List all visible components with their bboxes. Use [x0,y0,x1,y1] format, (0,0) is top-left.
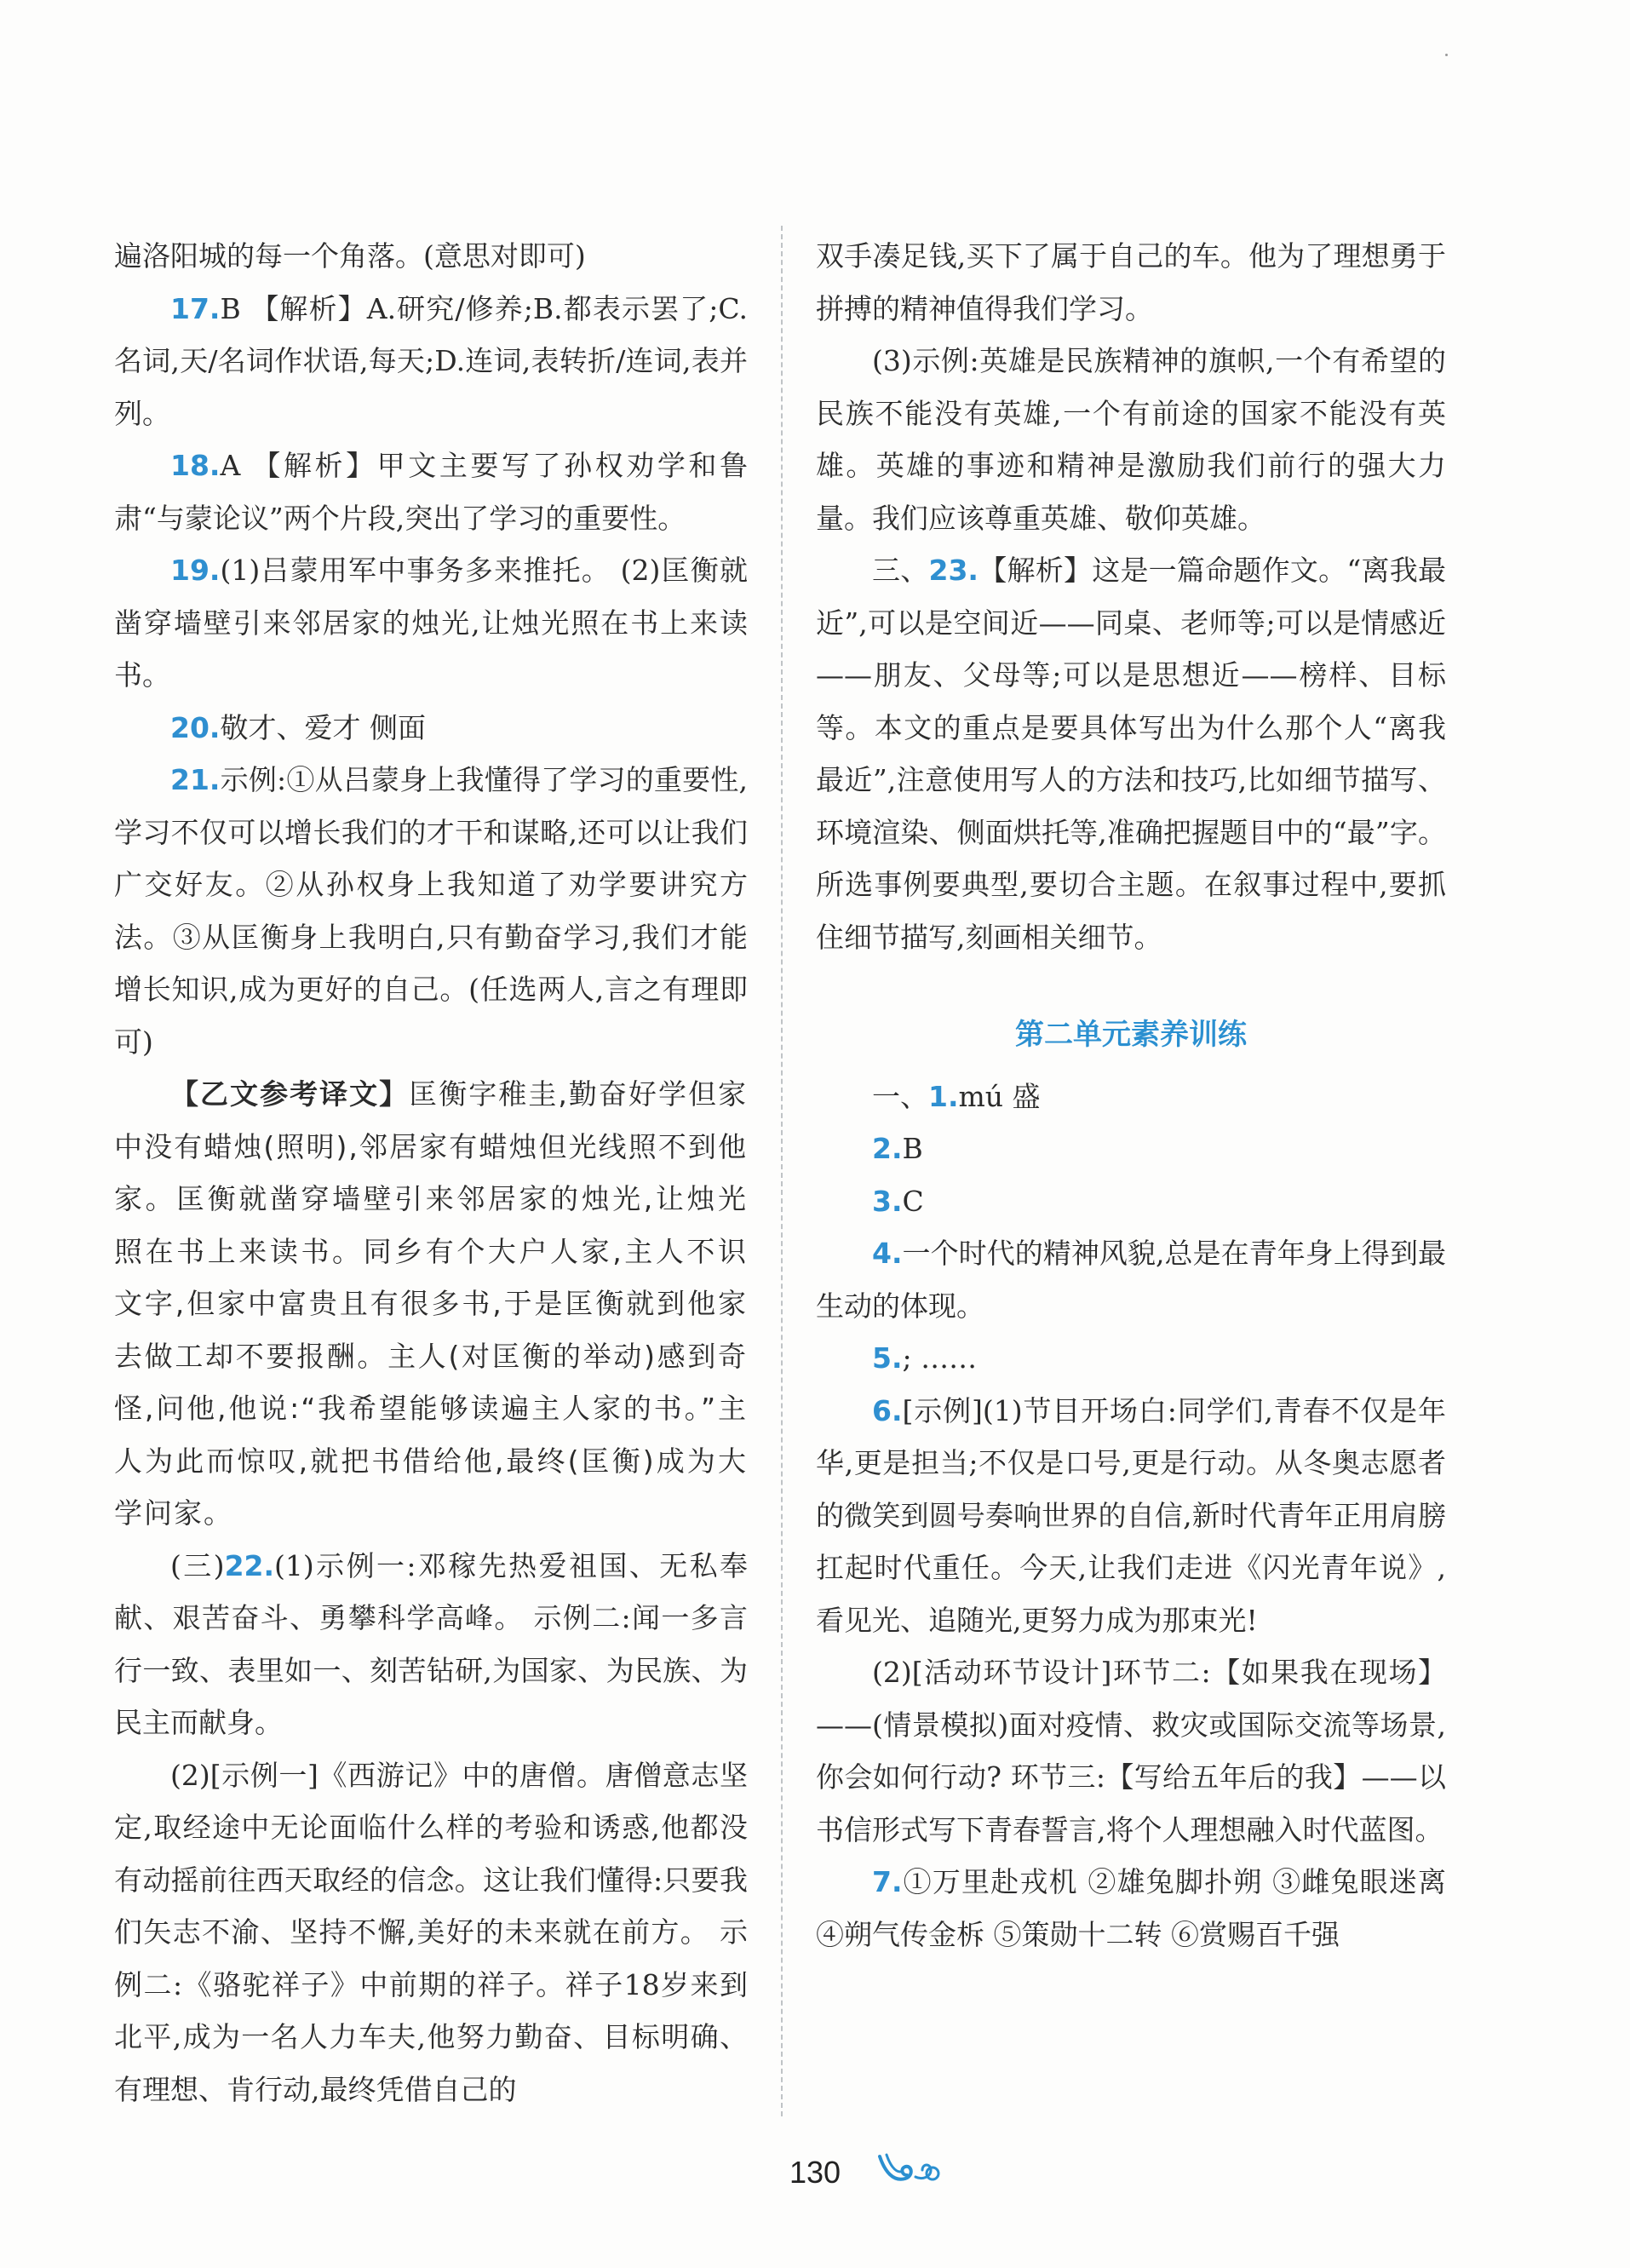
unit2-answer-1: 一、1.mú 盛 [872,1079,1041,1113]
unit2-answer-7: 7.①万里赴戎机 ②雄兔脚扑朔 ③雌兔眼迷离 ④朔气传金柝 ⑤策勋十二转 ⑥赏赐百千强 [816,1865,1446,1951]
unit2-answer-5: 5.; …… [872,1341,978,1375]
answer-line: 遍洛阳城的每一个角落。(意思对即可) [114,239,586,273]
answer-22-part3: (3)示例:英雄是民族精神的旗帜,一个有希望的民族不能没有英雄,一个有前途的国家不能没有英雄。英雄的事迹和精神是激励我们前行的强大力量。我们应该尊重英雄、敬仰英雄。 [816,344,1446,535]
answer-18: 18.A 【解析】甲文主要写了孙权劝学和鲁肃“与蒙论议”两个片段,突出了学习的重要性。 [114,449,748,535]
unit2-answer-2: 2.B [872,1132,923,1165]
page-number: 130 [789,2155,841,2190]
unit2-answer-4: 4.一个时代的精神风貌,总是在青年身上得到最生动的体现。 [816,1237,1446,1323]
answer-21: 21.示例:①从吕蒙身上我懂得了学习的重要性,学习不仅可以增长我们的才干和谋略,还可以让我们广交好友。②从孙权身上我知道了劝学要讲究方法。③从匡衡身上我明白,只有勤奋学习,我们才能增长知识,成为更好的自己。(任选两人,言之有理即可) [114,763,748,1059]
unit2-answer-6-part2: (2)[活动环节设计]环节二:【如果我在现场】——(情景模拟)面对疫情、救灾或国际交流等场景,你会如何行动? 环节三:【写给五年后的我】——以书信形式写下青春誓言,将个人理想融入时代蓝图。 [816,1656,1446,1846]
page-footer [0,2155,1630,2190]
unit2-answer-3: 3.C [872,1184,924,1218]
column-divider [781,226,783,2116]
right-column [816,230,1446,1961]
answer-22-part2: (2)[示例一]《西游记》中的唐僧。唐僧意志坚定,取经途中无论面临什么样的考验和诱惑,他都没有动摇前往西天取经的信念。这让我们懂得:只要我们矢志不渝、坚持不懈,美好的未来就在前方。 示例二:《骆驼祥子》中前期的祥子。祥子18岁来到北平,成为一名人力车夫,他努力勤奋、目标明确、有理想、肯行动,最终凭借自己的 [114,1758,748,2106]
unit2-answer-6: 6.[示例](1)节目开场白:同学们,青春不仅是年华,更是担当;不仅是口号,更是行动。从冬奥志愿者的微笑到圆号奏响世界的自信,新时代青年正用肩膀扛起时代重任。今天,让我们走进《闪光青年说》,看见光、追随光,更努力成为那束光! [816,1393,1446,1637]
translation-block: 【乙文参考译文】匡衡字稚圭,勤奋好学但家中没有蜡烛(照明),邻居家有蜡烛但光线照不到他家。匡衡就凿穿墙壁引来邻居家的烛光,让烛光照在书上来读书。同乡有个大户人家,主人不识文字,但家中富贵且有很多书,于是匡衡就到他家去做工却不要报酬。主人(对匡衡的举动)感到奇怪,问他,他说:“我希望能够读遍主人家的书。”主人为此而惊叹,就把书借给他,最终(匡衡)成为大学问家。 [114,1077,748,1530]
section-title: 第二单元素养训练 [1015,1018,1247,1052]
left-column [114,230,748,2116]
wave-ornament-icon [875,2148,943,2190]
answer-19: 19.(1)吕蒙用军中事务多来推托。 (2)匡衡就凿穿墙壁引来邻居家的烛光,让烛光照在书上来读书。 [114,554,748,692]
answer-20: 20.敬才、爱才 侧面 [170,710,426,744]
answer-22-continued: 双手凑足钱,买下了属于自己的车。他为了理想勇于拼搏的精神值得我们学习。 [816,239,1446,325]
answer-22-part1: (三)22.(1)示例一:邓稼先热爱祖国、无私奉献、艰苦奋斗、勇攀科学高峰。 示例二:闻一多言行一致、表里如一、刻苦钻研,为国家、为民族、为民主而献身。 [114,1548,748,1739]
scan-speck [1445,54,1448,56]
answer-17: 17.B 【解析】A.研究/修养;B.都表示罢了;C.名词,天/名词作状语,每天;D.连词,表转折/连词,表并列。 [114,291,748,430]
answer-23: 三、23.【解析】这是一篇命题作文。“离我最近”,可以是空间近——同桌、老师等;可以是情感近——朋友、父母等;可以是思想近——榜样、目标等。本文的重点是要具体写出为什么那个人“离我最近”,注意使用写人的方法和技巧,比如细节描写、环境渲染、侧面烘托等,准确把握题目中的“最”字。所选事例要典型,要切合主题。在叙事过程中,要抓住细节描写,刻画相关细节。 [816,554,1447,954]
